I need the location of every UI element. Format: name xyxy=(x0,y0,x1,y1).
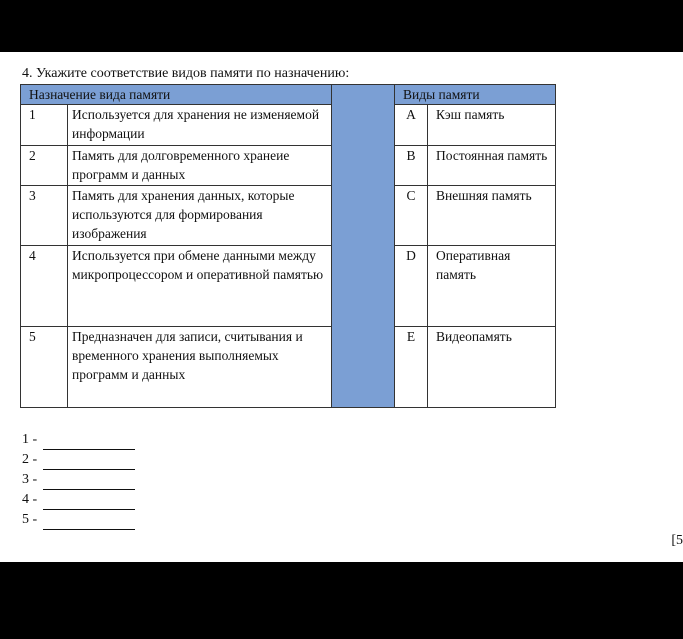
answer-line xyxy=(22,490,135,510)
answer-label: 4 - xyxy=(22,492,38,507)
type-cell: Оперативная память xyxy=(428,246,556,327)
answer-blank[interactable] xyxy=(43,455,135,470)
table-row xyxy=(21,186,556,246)
answer-label: 5 - xyxy=(22,512,38,527)
matching-table xyxy=(20,84,556,408)
row-number: 5 xyxy=(21,327,68,408)
table-row xyxy=(21,246,556,327)
answer-blank[interactable] xyxy=(43,495,135,510)
answer-line xyxy=(22,430,135,450)
type-cell: Постоянная память xyxy=(428,146,556,186)
purpose-cell: Используется при обмене данными между микропроцессором и оперативной памятью xyxy=(68,246,332,327)
answer-blank[interactable] xyxy=(43,515,135,530)
table-row xyxy=(21,327,556,408)
answer-blank[interactable] xyxy=(43,435,135,450)
header-types: Виды памяти xyxy=(395,85,556,105)
answer-line xyxy=(22,450,135,470)
answer-label: 3 - xyxy=(22,472,38,487)
row-number: 4 xyxy=(21,246,68,327)
answer-line xyxy=(22,470,135,490)
type-cell: Видеопамять xyxy=(428,327,556,408)
purpose-cell: Память для хранения данных, которые используются для формирования изображения xyxy=(68,186,332,246)
row-number: 2 xyxy=(21,146,68,186)
answer-line xyxy=(22,510,135,530)
answer-lines xyxy=(22,430,135,530)
answer-blank[interactable] xyxy=(43,475,135,490)
type-letter: D xyxy=(395,246,428,327)
purpose-cell: Используется для хранения не изменяемой информации xyxy=(68,105,332,146)
answer-column xyxy=(332,85,395,408)
task-title: 4. Укажите соответствие видов памяти по назначению: xyxy=(22,66,350,81)
row-number: 3 xyxy=(21,186,68,246)
type-letter: C xyxy=(395,186,428,246)
table-header-row xyxy=(21,85,556,105)
answer-label: 1 - xyxy=(22,432,38,447)
type-letter: B xyxy=(395,146,428,186)
table-row xyxy=(21,105,556,146)
type-cell: Внешняя память xyxy=(428,186,556,246)
purpose-cell: Память для долговременного хранеие программ и данных xyxy=(68,146,332,186)
score-label: [5 xyxy=(671,533,683,548)
document-page xyxy=(0,52,683,562)
type-cell: Кэш память xyxy=(428,105,556,146)
header-purpose: Назначение вида памяти xyxy=(21,85,332,105)
purpose-cell: Предназначен для записи, считывания и временного хранения выполняемых программ и данных xyxy=(68,327,332,408)
row-number: 1 xyxy=(21,105,68,146)
type-letter: A xyxy=(395,105,428,146)
table-row xyxy=(21,146,556,186)
type-letter: E xyxy=(395,327,428,408)
answer-label: 2 - xyxy=(22,452,38,467)
